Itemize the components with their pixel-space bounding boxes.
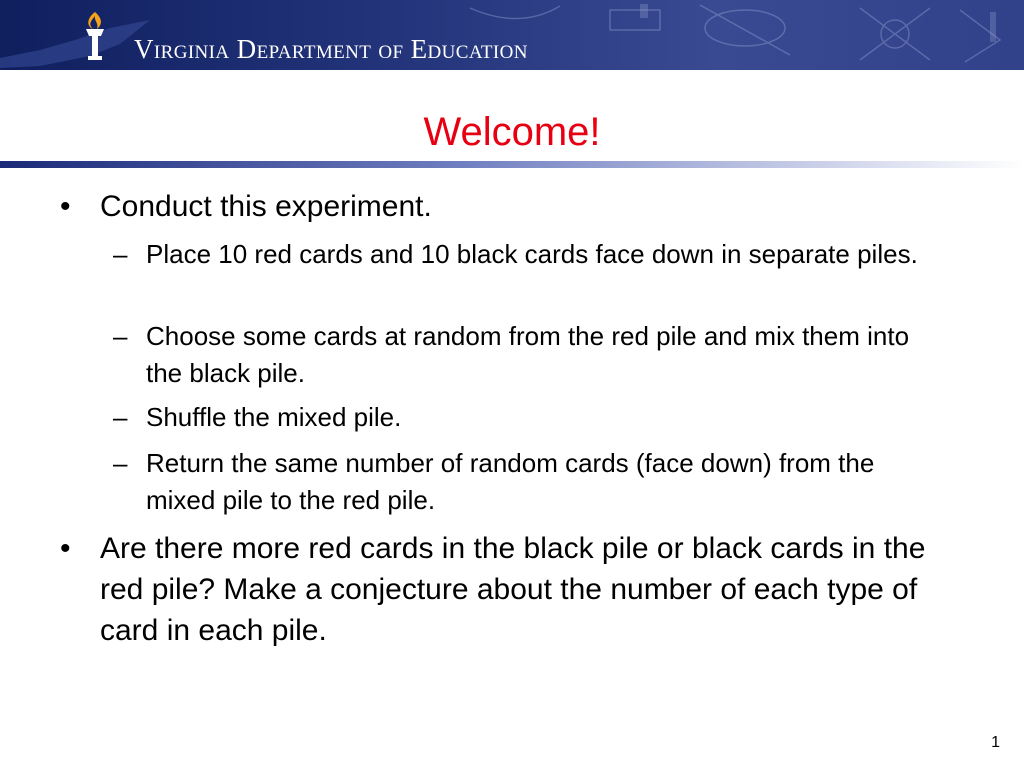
sub-bullet-text: Shuffle the mixed pile. — [146, 402, 402, 432]
dash-symbol: – — [113, 239, 128, 269]
organization-name: Virginia Department of Education — [134, 34, 528, 64]
torch-icon — [82, 12, 108, 64]
dash-symbol: – — [113, 402, 128, 432]
dash-symbol: – — [113, 321, 128, 351]
sub-bullet-item — [0, 399, 1024, 436]
header-banner — [0, 0, 1024, 70]
bullet-item — [0, 186, 1024, 227]
bullet-item — [0, 528, 1024, 651]
sub-bullet-item — [0, 445, 1024, 519]
bullet-symbol: • — [60, 190, 71, 223]
bullet-symbol: • — [60, 532, 71, 565]
sub-bullet-item — [0, 236, 1024, 310]
slide-title: Welcome! — [423, 110, 601, 154]
title-divider — [0, 161, 1024, 168]
bullet-text: Are there more red cards in the black pile or black cards in the red pile? Make a conjecture about the number of each type of card in each pile. — [100, 532, 926, 647]
sub-bullet-text: Place 10 red cards and 10 black cards face down in separate piles. — [146, 239, 918, 269]
dash-symbol: – — [113, 448, 128, 478]
sub-bullet-text: Return the same number of random cards (face down) from the mixed pile to the red pile. — [146, 448, 875, 515]
sub-bullet-item — [0, 318, 1024, 392]
sub-bullet-text: Choose some cards at random from the red pile and mix them into the black pile. — [146, 321, 910, 388]
page-number: 1 — [991, 734, 1000, 751]
bullet-text: Conduct this experiment. — [100, 190, 432, 223]
